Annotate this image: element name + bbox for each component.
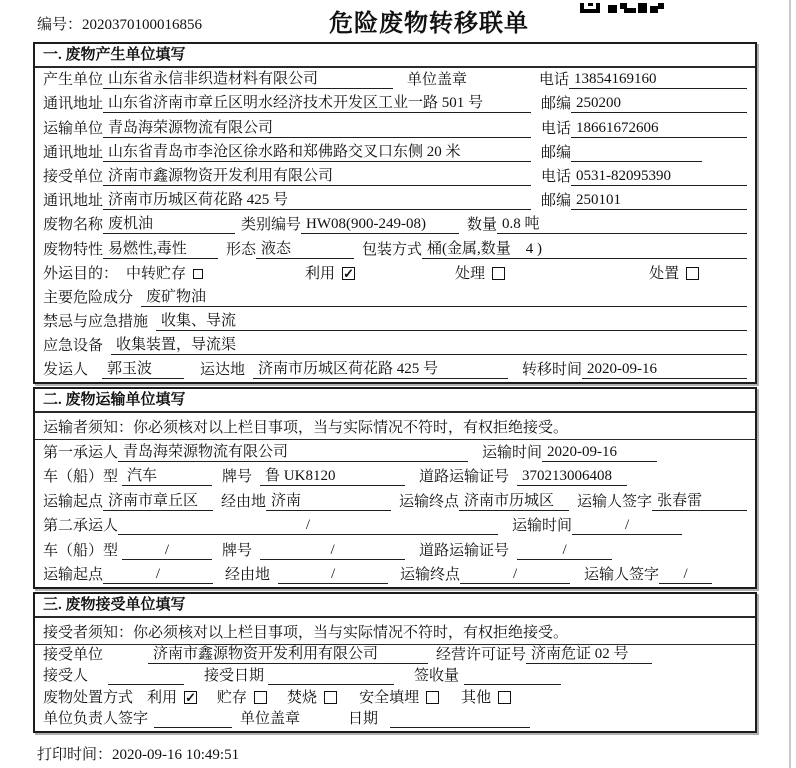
second-carrier-sign-value: /: [659, 566, 712, 584]
purpose-transfer-label: 中转贮存: [126, 265, 187, 282]
purpose-use-label: 利用: [305, 265, 336, 282]
row-second-vehicle: [35, 538, 755, 563]
via-label: 经由地: [225, 567, 271, 584]
date-label: 日期: [348, 711, 379, 728]
signed-amount-label: 签收量: [414, 668, 460, 685]
row-first-route: [35, 489, 755, 514]
row-first-vehicle: [35, 465, 755, 490]
second-road-permit-value: /: [517, 542, 612, 560]
row-transfer-purpose: [35, 262, 755, 286]
row-producer-address: [35, 92, 755, 116]
acceptor-label: 接受人: [43, 668, 89, 685]
vehicle-type-label: 车（船）型: [43, 542, 119, 559]
second-origin-value: /: [103, 566, 213, 584]
waste-name-value: 废机油: [103, 212, 235, 234]
category-code-label: 类别编号: [241, 217, 302, 234]
first-via-value: 济南: [266, 489, 391, 511]
disposal-store-checkbox: [254, 691, 267, 704]
accept-date-label: 接受日期: [204, 668, 265, 685]
transport-time-label: 运输时间: [482, 444, 543, 461]
first-plate-value: 鲁 UK8120: [260, 464, 405, 486]
disposal-burn-checkbox: [324, 691, 337, 704]
row-transport-unit: [35, 116, 755, 140]
qr-code-fragment-icon: [580, 0, 664, 10]
row-second-carrier: [35, 514, 755, 539]
print-time-value: 2020-09-16 10:49:51: [112, 747, 240, 764]
disposal-option-burn: [287, 686, 337, 707]
page-title: 危险废物转移联单: [329, 11, 529, 37]
unit-seal-label: 单位盖章: [407, 72, 468, 89]
row-second-route: [35, 563, 755, 588]
carrier-sign-label: 运输人签字: [577, 493, 653, 510]
serial-value: 2020370100016856: [82, 17, 203, 33]
section-transporter: [33, 387, 757, 589]
section-receiver: [33, 592, 757, 733]
second-vehicle-type-value: /: [122, 542, 212, 560]
shipper-value: 郭玉波: [102, 357, 184, 379]
second-plate-value: /: [260, 542, 405, 560]
transfer-time-label: 转移时间: [522, 362, 583, 379]
purpose-dispose-label: 处置: [649, 265, 680, 282]
form-state-label: 形态: [226, 241, 257, 258]
purpose-treat-label: 处理: [455, 265, 486, 282]
carrier-sign-label: 运输人签字: [584, 567, 660, 584]
first-carrier-label: 第一承运人: [43, 444, 119, 461]
disposal-option-other: [461, 686, 511, 707]
transport-address-value: 山东省青岛市李沧区徐水路和郑佛路交叉口东侧 20 米: [103, 140, 531, 162]
row-accepting-unit: [35, 645, 755, 667]
section-receiver-heading: 三. 废物接受单位填写: [35, 594, 755, 618]
producer-unit-value: 山东省永信非织造材料有限公司: [103, 67, 393, 89]
packing-label: 包装方式: [362, 241, 423, 258]
disposal-other-label: 其他: [461, 689, 492, 706]
producer-phone-value: 13854169160: [569, 71, 747, 89]
purpose-transfer-checkbox: [193, 269, 203, 279]
transporter-notice: 运输者须知：你必须核对以上栏目事项，当与实际情况不符时，有权拒绝接受。: [35, 413, 755, 440]
serial-label: 编号：: [37, 17, 83, 33]
row-transport-address: [35, 141, 755, 165]
address-label: 通讯地址: [43, 144, 104, 161]
receiver-unit-value: 济南市鑫源物资开发利用有限公司: [103, 164, 531, 186]
first-end-value: 济南市历城区: [459, 489, 569, 511]
category-code-value: HW08(900-249-08): [301, 216, 459, 234]
purpose-option-dispose: [649, 262, 699, 283]
head-sign-value: [154, 727, 232, 728]
end-label: 运输终点: [400, 567, 461, 584]
license-label: 经营许可证号: [436, 646, 527, 663]
transport-zip-value: [571, 161, 702, 162]
taboo-value: 收集、导流: [156, 309, 747, 331]
zip-label: 邮编: [541, 193, 572, 210]
receiver-address-value: 济南市历城区荷花路 425 号: [103, 188, 531, 210]
accepting-unit-value: 济南市鑫源物资开发利用有限公司: [148, 642, 428, 664]
row-waste-traits: [35, 237, 755, 261]
waste-traits-label: 废物特性: [43, 241, 104, 258]
purpose-option-use: [305, 262, 355, 283]
first-carrier-value: 青岛海荣源物流有限公司: [118, 440, 468, 462]
disposal-option-use: [147, 686, 197, 707]
row-hazard-component: [35, 286, 755, 310]
row-first-carrier: [35, 440, 755, 465]
first-origin-value: 济南市章丘区: [103, 489, 213, 511]
serial-number: [37, 13, 202, 34]
receiver-unit-label: 接受单位: [43, 168, 104, 185]
row-emergency-equipment: [35, 334, 755, 358]
vehicle-type-label: 车（船）型: [43, 469, 119, 486]
row-receiver-unit: [35, 165, 755, 189]
plate-label: 牌号: [222, 469, 253, 486]
disposal-landfill-label: 安全填埋: [359, 689, 420, 706]
producer-unit-label: 产生单位: [43, 72, 104, 89]
road-permit-label: 道路运输证号: [419, 542, 510, 559]
transport-phone-value: 18661672606: [571, 120, 747, 138]
hazard-label: 主要危险成分: [43, 289, 134, 306]
first-transport-time-value: 2020-09-16: [542, 444, 657, 462]
scan-page-edge: [789, 0, 791, 768]
via-label: 经由地: [221, 493, 267, 510]
second-via-value: /: [278, 566, 388, 584]
waste-name-label: 废物名称: [43, 217, 104, 234]
purpose-option-treat: [455, 262, 505, 283]
receiver-notice: 接受者须知：你必须核对以上栏目事项，当与实际情况不符时，有权拒绝接受。: [35, 618, 755, 645]
phone-label: 电话: [539, 72, 570, 89]
equipment-value: 收集装置，导流渠: [111, 333, 747, 355]
transport-unit-value: 青岛海荣源物流有限公司: [103, 116, 531, 138]
disposal-landfill-checkbox: [426, 691, 439, 704]
print-time: [37, 743, 796, 764]
row-receiver-address: [35, 189, 755, 213]
producer-address-value: 山东省济南市章丘区明水经济技术开发区工业一路 501 号: [103, 91, 531, 113]
destination-label: 运达地: [200, 362, 246, 379]
license-value: 济南危证 02 号: [526, 642, 652, 664]
packing-value: 桶(金属,数量 4 ): [422, 237, 747, 259]
second-carrier-label: 第二承运人: [43, 518, 119, 535]
disposal-other-checkbox: [498, 691, 511, 704]
transport-time-label: 运输时间: [512, 518, 573, 535]
receiver-phone-value: 0531-82095390: [571, 168, 747, 186]
purpose-treat-checkbox: [492, 267, 505, 280]
zip-label: 邮编: [541, 144, 572, 161]
end-label: 运输终点: [399, 493, 460, 510]
purpose-use-checkbox: ✓: [343, 265, 354, 281]
purpose-label: 外运目的：: [43, 265, 119, 282]
zip-label: 邮编: [541, 96, 572, 113]
disposal-use-checkbox: ✓: [185, 689, 196, 705]
phone-label: 电话: [541, 168, 572, 185]
destination-value: 济南市历城区荷花路 425 号: [253, 357, 508, 379]
second-end-value: /: [460, 566, 570, 584]
address-label: 通讯地址: [43, 193, 104, 210]
disposal-use-label: 利用: [147, 689, 178, 706]
purpose-dispose-checkbox: [686, 267, 699, 280]
row-head-signature: [35, 710, 755, 732]
plate-label: 牌号: [222, 542, 253, 559]
section-producer: [33, 42, 757, 384]
hazard-value: 废矿物油: [141, 285, 747, 307]
second-transport-time-value: /: [572, 517, 682, 535]
first-carrier-sign-value: 张春雷: [652, 489, 747, 511]
row-producer-unit: [35, 68, 755, 92]
disposal-option-landfill: [359, 686, 439, 707]
disposal-option-store: [217, 686, 267, 707]
row-shipper: [35, 358, 755, 382]
second-carrier-value: /: [118, 517, 498, 535]
first-road-permit-value: 370213006408: [517, 468, 627, 486]
quantity-value: 0.8 吨: [497, 212, 747, 234]
road-permit-label: 道路运输证号: [419, 469, 510, 486]
print-time-label: 打印时间：: [37, 747, 113, 764]
purpose-option-transfer: [126, 262, 203, 283]
shipper-label: 发运人: [43, 362, 89, 379]
row-waste-name: [35, 213, 755, 237]
accepting-unit-label: 接受单位: [43, 646, 104, 663]
waste-traits-value: 易燃性,毒性: [103, 237, 218, 259]
equipment-label: 应急设备: [43, 338, 104, 355]
transfer-time-value: 2020-09-16: [582, 361, 747, 379]
address-label: 通讯地址: [43, 96, 104, 113]
form-header: [0, 0, 796, 42]
first-vehicle-type-value: 汽车: [122, 464, 212, 486]
transport-unit-label: 运输单位: [43, 120, 104, 137]
disposal-store-label: 贮存: [217, 689, 248, 706]
origin-label: 运输起点: [43, 567, 104, 584]
disposal-method-label: 废物处置方式: [43, 689, 134, 706]
section-producer-heading: 一. 废物产生单位填写: [35, 44, 755, 68]
origin-label: 运输起点: [43, 493, 104, 510]
row-taboo-measures: [35, 310, 755, 334]
disposal-burn-label: 焚烧: [287, 689, 318, 706]
producer-zip-value: 250200: [571, 95, 747, 113]
phone-label: 电话: [541, 120, 572, 137]
taboo-label: 禁忌与应急措施: [43, 314, 149, 331]
quantity-label: 数量: [467, 217, 498, 234]
date-value: [390, 727, 530, 728]
head-sign-label: 单位负责人签字: [43, 711, 149, 728]
receiver-zip-value: 250101: [571, 192, 747, 210]
form-state-value: 液态: [256, 237, 354, 259]
section-transporter-heading: 二. 废物运输单位填写: [35, 389, 755, 413]
unit-seal-label: 单位盖章: [240, 711, 301, 728]
